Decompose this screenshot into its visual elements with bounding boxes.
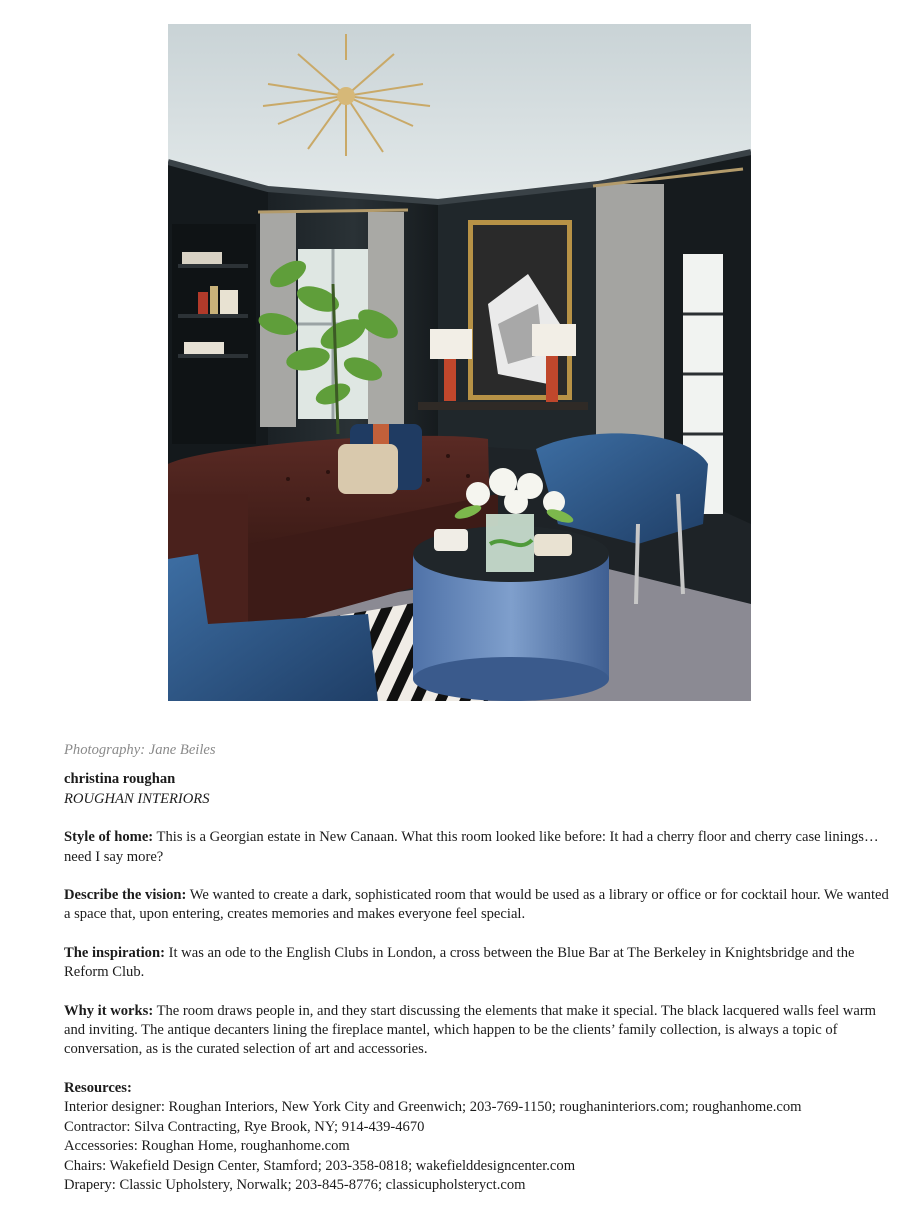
section-describe-vision [64, 886, 894, 925]
section-label: The inspiration: [64, 944, 165, 961]
interior-photo [168, 24, 751, 701]
resource-line: Contractor: Silva Contracting, Rye Brook, NY; 914-439-4670 [64, 1118, 425, 1135]
section-body: This is a Georgian estate in New Canaan. What this room looked like before: It had a cherry floor and cherry case linings…need I say more? [64, 829, 879, 865]
section-style-of-home [64, 828, 894, 867]
photo-credit: Photography: Jane Beiles [64, 742, 216, 758]
designer-name: christina roughan [64, 771, 176, 788]
resources-heading: Resources: [64, 1079, 132, 1096]
resource-line: Interior designer: Roughan Interiors, New York City and Greenwich; 203-769-1150; roughaninteriors.com; roughanhome.com [64, 1099, 802, 1116]
resource-line: Accessories: Roughan Home, roughanhome.com [64, 1138, 350, 1155]
resource-line: Chairs: Wakefield Design Center, Stamford; 203-358-0818; wakefielddesigncenter.com [64, 1157, 576, 1174]
designer-firm: ROUGHAN INTERIORS [64, 790, 210, 807]
article-text [64, 741, 894, 1195]
section-body: The room draws people in, and they start discussing the elements that make it special. The black lacquered walls feel warm and inviting. The antique decanters lining the fireplace mantel, which happen to be the clients’ family collection, is always a topic of conversation, as is the curated selection of art and accessories. [64, 1002, 877, 1058]
section-label: Why it works: [64, 1002, 154, 1019]
room-illustration [168, 24, 751, 701]
resource-line: Drapery: Classic Upholstery, Norwalk; 203-845-8776; classicupholsteryct.com [64, 1176, 526, 1193]
section-body: We wanted to create a dark, sophisticated room that would be used as a library or office or for cocktail hour. We wanted a space that, upon entering, creates memories and makes everyone feel special. [64, 887, 889, 923]
section-why-it-works [64, 1002, 894, 1060]
section-label: Style of home: [64, 829, 154, 846]
section-label: Describe the vision: [64, 887, 187, 904]
section-body: It was an ode to the English Clubs in London, a cross between the Blue Bar at The Berkeley in Knightsbridge and the Reform Club. [64, 944, 855, 981]
section-inspiration [64, 944, 894, 983]
